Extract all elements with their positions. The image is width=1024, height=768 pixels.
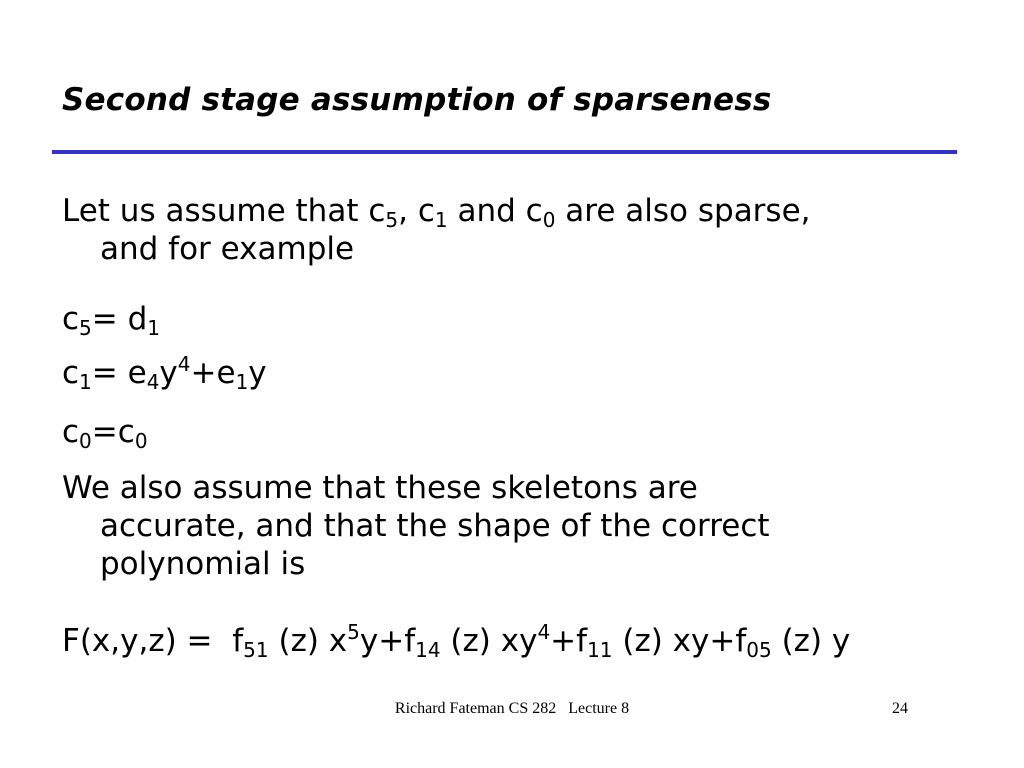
- paragraph-line: Let us assume that $c_5$, $c_1$ and $c_0$ are also sparse,: [62, 193, 811, 232]
- slide-title: Second stage assumption of sparseness: [62, 82, 772, 118]
- polynomial-formula: $F(x,y,z) = f_{51}$ (z) $x^5y+f_{14}$ (z) $xy^4+f_{11}$ (z) $xy+f_{05}$ (z) y: [62, 620, 851, 662]
- equation-c5: $c_5= d_1$: [62, 301, 161, 340]
- title-divider: [52, 150, 957, 154]
- paragraph-assumption: [62, 192, 811, 268]
- paragraph-skeletons: [62, 469, 770, 583]
- equation-c1: $c_1= e_4y^4+e_1y$: [62, 352, 267, 394]
- paragraph-line: and for example: [100, 231, 355, 267]
- page-number: 24: [892, 700, 908, 717]
- paragraph-line: accurate, and that the shape of the correct: [100, 508, 770, 544]
- equation-c0: $c_0=c_0$: [62, 414, 148, 453]
- paragraph-line: polynomial is: [100, 546, 306, 582]
- paragraph-line: We also assume that these skeletons are: [62, 470, 698, 506]
- slide-footer: Richard Fateman CS 282 Lecture 8: [394, 700, 630, 717]
